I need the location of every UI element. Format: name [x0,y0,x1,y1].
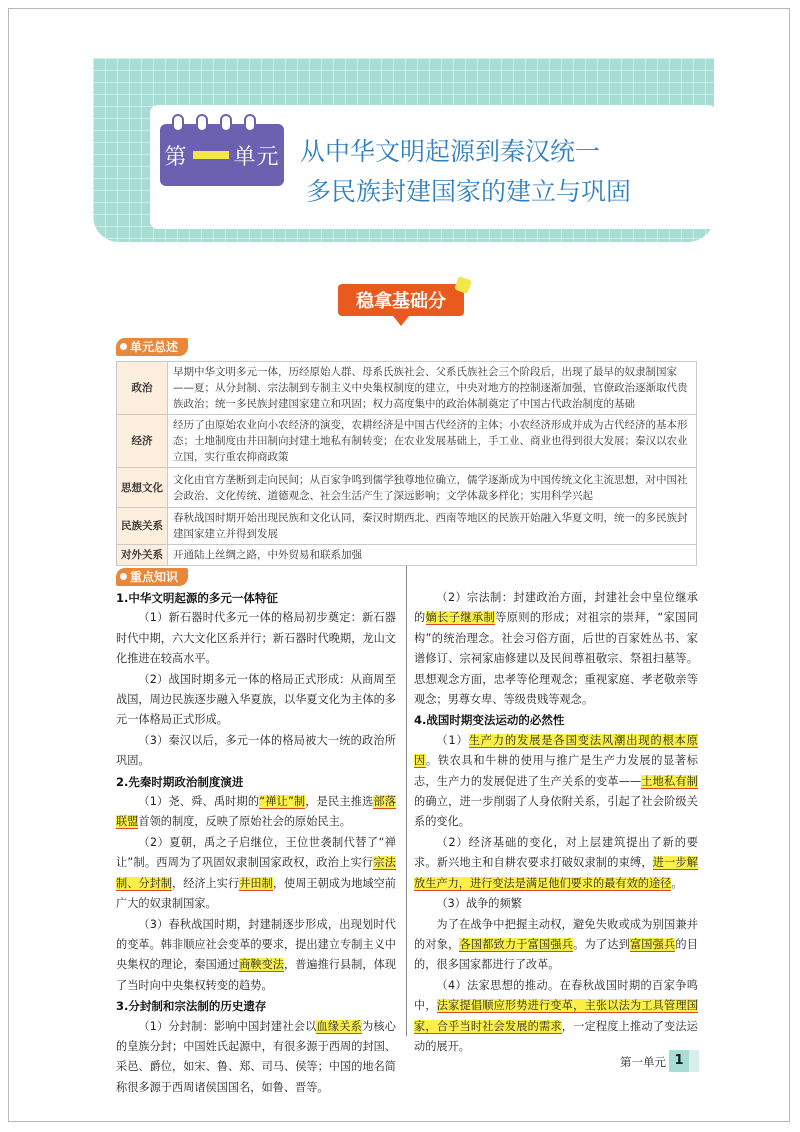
paragraph: 为了在战争中把握主动权，避免失败或成为别国兼并的对象，各国都致力于富国强兵。为了达到富国强兵的目的，很多国家都进行了改革。 [414,917,698,972]
table-row [117,415,697,468]
summary-table [116,361,697,566]
highlight: 血缘关系 [316,1019,363,1033]
highlight: 土地私有制 [641,774,698,788]
highlight: 嫡长子继承制 [425,611,496,625]
highlight: “禅让”制 [259,795,306,809]
row-text: 早期中华文明多元一体，历经原始人群、母系氏族社会、父系氏族社会三个阶段后，出现了最早的奴隶制国家——夏；从分封制、宗法制到专制主义中央集权制度的建立，中央对地方的控制逐渐加强，官僚政治逐渐取代贵族政治；统一多民族封建国家建立和巩固；权力高度集中的政治体制奠定了中国古代政治制度的基础 [168,362,697,415]
table-row [117,468,697,508]
row-text: 经历了由原始农业向小农经济的演变，农耕经济是中国古代经济的主体；小农经济形成并成为古代经济的基本形态；土地制度由井田制向封建土地私有制转变；在农业发展基础上，手工业、商业也得到很大发展；秦汉以农业立国，实行重农抑商政策 [168,415,697,468]
heading-2: 2.先秦时期政治制度演进 [116,774,244,789]
unit-title-line-2: 多民族封建国家的建立与巩固 [306,177,632,206]
tag-dot-icon [120,573,127,580]
paragraph: （1）分封制：影响中国封建社会以血缘关系为核心的皇族分封；中国姓氏起源中，有很多源于西周的封国、采邑、爵位，如宋、鲁、郑、司马、侯等；中国的地名简称很多源于西周诸侯国国名，如鲁、晋等。 [116,1019,396,1094]
key-points-tag [116,568,188,586]
right-column [414,588,698,1057]
summary-tag [116,338,188,356]
paragraph: （1）尧、舜、禹时期的“禅让”制，是民主推选部落联盟首领的制度，反映了原始社会的原始民主。 [116,795,396,829]
paragraph: （3）春秋战国时期，封建制逐步形成，出现划时代的变革。韩非顺应社会变革的要求，提出建立专制主义中央集权的理论，秦国通过商鞅变法，普遍推行县制，体现了当时向中央集权转变的趋势。 [116,917,396,992]
unit-title [300,132,700,212]
heading-1: 1.中华文明起源的多元一体特征 [116,591,278,605]
page-number-tab [689,1050,699,1072]
row-head: 经济 [117,415,168,468]
paragraph: （2）宗法制：封建政治方面，封建社会中皇位继承的嫡长子继承制等原则的形成；对祖宗的崇拜，“家国同构”的统治理念。社会习俗方面，后世的百家姓丛书、家谱修订、宗祠家庙修建以及民间尊祖敬宗、祭祖扫墓等。思想观念方面，忠孝等伦理观念；重视家庭、孝老敬亲等观念；男尊女卑、等级贵贱等观念。 [414,591,698,707]
table-row [117,508,697,545]
row-text: 文化由官方垄断到走向民间；从百家争鸣到儒学独尊地位确立，儒学逐渐成为中国传统文化主流思想，对中国社会政治、文化传统、道德观念、社会生活产生了深远影响；文学体裁多样化；实用科学兴起 [168,468,697,508]
page-number: 1 [669,1050,689,1072]
highlight: 井田制 [239,876,273,890]
summary-tag-label: 单元总述 [130,340,179,354]
row-text: 春秋战国时期开始出现民族和文化认同，秦汉时期西北、西南等地区的民族开始融入华夏文明，统一的多民族封建国家建立并得到发展 [168,508,697,545]
highlight: 商鞅变法 [239,958,284,972]
highlight: 各国都致力于富国强兵 [459,937,574,951]
unit-title-line-1: 从中华文明起源到秦汉统一 [300,137,601,166]
footer-unit-label: 第一单元 [620,1055,666,1069]
highlight: 生产力的发展是各国变法风潮出现的根本原因 [414,733,698,768]
section-badge [338,284,464,316]
paragraph: （2）夏朝，禹之子启继位，王位世袭制代替了“禅让”制。西周为了巩固奴隶制国家政权，政治上实行宗法制、分封制，经济上实行井田制，使周王朝成为地域空前广大的奴隶制国家。 [116,835,396,911]
paragraph: （3）战争的频繁 [436,897,522,911]
heading-4: 4.战国时期变法运动的必然性 [414,713,565,728]
highlight: 法家提倡顺应形势进行变革，主张以法为工具管理国家，合乎当时社会发展的需求 [414,999,698,1033]
section-badge-label: 稳拿基础分 [356,291,446,312]
unit-prefix: 第 [164,144,188,170]
left-column [116,588,396,1098]
unit-number-bar-icon [193,151,229,159]
paragraph: （2）经济基础的变化，对上层建筑提出了新的要求。新兴地主和自耕农要求打破奴隶制的束缚，进一步解放生产力，进行变法是满足他们要求的最有效的途径。 [414,835,698,890]
paragraph: （2）战国时期多元一体的格局正式形成：从商周至战国，周边民族逐步融入华夏族，以华夏文化为主体的多元一体格局正式形成。 [116,672,396,727]
unit-suffix: 单元 [233,144,280,170]
tag-dot-icon [120,343,127,350]
highlight: 宗法制、分封制 [116,856,396,890]
heading-3: 3.分封制和宗法制的历史遗存 [116,999,267,1014]
row-text: 开通陆上丝绸之路，中外贸易和联系加强 [168,545,697,566]
row-head: 对外关系 [117,545,168,566]
paragraph: （4）法家思想的推动。在春秋战国时期的百家争鸣中，法家提倡顺应形势进行变革，主张以法为工具管理国家，合乎当时社会发展的需求，一定程度上推动了变法运动的展开。 [414,978,698,1053]
highlight: 富国强兵 [629,937,676,951]
table-row [117,545,697,566]
paragraph: （1）新石器时代多元一体的格局初步奠定：新石器时代中期，六大文化区系并行；新石器时代晚期，龙山文化推进在较高水平。 [116,611,396,666]
column-divider [406,566,407,1036]
paragraph: （1）生产力的发展是各国变法风潮出现的根本原因。铁农具和牛耕的使用与推广是生产力发展的显著标志，生产力的发展促进了生产关系的变革——土地私有制的确立，进一步削弱了人身依附关系，引起了社会阶级关系的变化。 [414,733,698,829]
key-points-tag-label: 重点知识 [130,570,179,584]
binder-rings-icon [172,114,272,134]
row-head: 政治 [117,362,168,415]
row-head: 民族关系 [117,508,168,545]
paragraph: （3）秦汉以后，多元一体的格局被大一统的政治所巩固。 [116,733,396,768]
highlight: 部落联盟 [116,795,396,829]
row-head: 思想文化 [117,468,168,508]
highlight: 进一步解放生产力，进行变法是满足他们要求的最有效的途径 [414,856,698,890]
table-row [117,362,697,415]
